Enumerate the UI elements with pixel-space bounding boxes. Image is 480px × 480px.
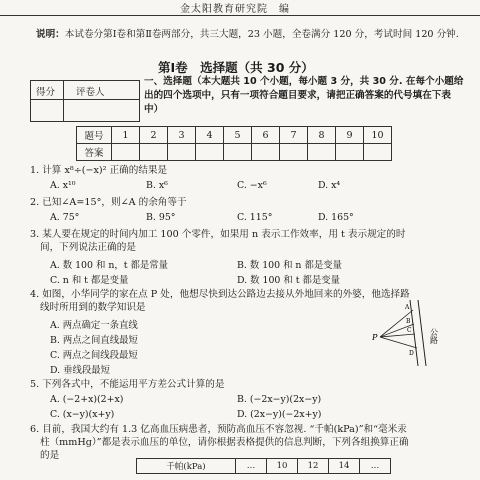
answer-cell[interactable] bbox=[224, 144, 252, 161]
question-5-stem: 5. 下列各式中，不能运用平方差公式计算的是 bbox=[30, 379, 225, 390]
question-2-option-b: B. 95° bbox=[146, 212, 176, 223]
answer-cell[interactable] bbox=[196, 144, 224, 161]
bp-value-cell: … bbox=[236, 459, 267, 474]
blood-pressure-table bbox=[136, 458, 391, 474]
bp-header-cell: 千帕(kPa) bbox=[137, 459, 236, 474]
exam-note bbox=[36, 28, 466, 42]
answer-row-label: 题号 bbox=[77, 127, 112, 144]
line-label-a: A bbox=[405, 304, 410, 311]
question-5-option-b: B. (−2x−y)(2x−y) bbox=[237, 394, 322, 405]
answer-num: 7 bbox=[280, 127, 308, 144]
line-label-d: D bbox=[409, 350, 414, 357]
answer-cell[interactable] bbox=[308, 144, 336, 161]
line-label-b: B bbox=[406, 318, 411, 325]
question-3-option-c: C. n 和 t 都是变量 bbox=[50, 275, 129, 286]
note-label: 说明： bbox=[36, 29, 65, 40]
question-1-stem: 1. 计算 x⁸÷(−x)² 正确的结果是 bbox=[30, 165, 168, 176]
grader-label: 评卷人 bbox=[76, 87, 105, 98]
answer-num: 8 bbox=[308, 127, 336, 144]
answer-table bbox=[76, 126, 392, 161]
question-3-option-d: D. 数 100 和 t 都是变量 bbox=[237, 275, 340, 286]
answer-cell[interactable] bbox=[336, 144, 364, 161]
question-6-stem-line2: 柱（mmHg）”都是表示血压的单位，请你根据表格提供的信息判断，下列各组换算正确 bbox=[40, 437, 409, 448]
question-2-stem: 2. 已知∠A=15°，则∠A 的余角等于 bbox=[30, 197, 187, 208]
question-4-option-a: A. 两点确定一条直线 bbox=[50, 320, 138, 331]
question-6-stem: 6. 目前，我国大约有 1.3 亿高血压病患者，预防高血压不容忽视. “千帕(kPa)”和“毫米汞 bbox=[30, 424, 407, 435]
answer-cell[interactable] bbox=[364, 144, 392, 161]
road-line-right bbox=[418, 300, 426, 366]
question-3-stem: 3. 某人要在规定的时间内加工 100 个零件，如果用 n 表示工作效率，用 t 表示规定的时 bbox=[30, 229, 406, 240]
bp-table-row bbox=[137, 459, 391, 474]
question-2-option-c: C. 115° bbox=[237, 212, 273, 223]
answer-cell[interactable] bbox=[112, 144, 140, 161]
answer-num: 2 bbox=[140, 127, 168, 144]
answer-cell[interactable] bbox=[168, 144, 196, 161]
section-title: 第Ⅰ卷 选择题（共 30 分） bbox=[158, 60, 314, 75]
road-label: 公路 bbox=[429, 328, 439, 344]
answer-num: 4 bbox=[196, 127, 224, 144]
route-line-c bbox=[380, 334, 415, 337]
question-4-option-c: C. 两点之间线段最短 bbox=[50, 350, 138, 361]
point-p-label: P bbox=[372, 333, 378, 342]
question-4-stem: 4. 如图，小华同学的家在点 P 处，他想尽快到达公路边去接从外地回来的外婆，他选择路 bbox=[30, 289, 410, 300]
question-1-option-c: C. −x⁶ bbox=[237, 180, 267, 191]
answer-num: 9 bbox=[336, 127, 364, 144]
question-4-option-b: B. 两点之间直线最短 bbox=[50, 335, 138, 346]
answer-num: 6 bbox=[252, 127, 280, 144]
answer-cell[interactable] bbox=[252, 144, 280, 161]
bp-value-cell: … bbox=[360, 459, 391, 474]
note-text: 本试卷分第Ⅰ卷和第Ⅱ卷两部分，共三大题，23 小题，全卷满分 120 分，考试时间 120 分钟. bbox=[64, 29, 459, 40]
question-5-option-d: D. (2x−y)(−2x+y) bbox=[237, 409, 322, 420]
publisher-header: 金太阳教育研究院 编 bbox=[180, 4, 290, 15]
question-4-option-d: D. 垂线段最短 bbox=[50, 365, 111, 376]
question-2-option-a: A. 75° bbox=[50, 212, 80, 223]
road-route-diagram bbox=[372, 298, 464, 368]
bp-value-cell: 14 bbox=[329, 459, 360, 474]
section-instruction: 一、选择题（本大题共 10 个小题，每小题 3 分，共 30 分. 在每个小题给出的四个选项中，只有一项符合题目要求，请把正确答案的代号填在下表中） bbox=[144, 76, 464, 115]
question-1-option-d: D. x⁴ bbox=[318, 180, 341, 191]
answer-num: 1 bbox=[112, 127, 140, 144]
answer-cell[interactable] bbox=[140, 144, 168, 161]
question-3-option-b: B. 数 100 和 n 都是变量 bbox=[237, 260, 342, 271]
bp-value-cell: 12 bbox=[298, 459, 329, 474]
answer-table-answer-row bbox=[77, 144, 392, 161]
question-5-option-a: A. (−2+x)(2+x) bbox=[50, 394, 124, 405]
question-1-option-a: A. x¹⁰ bbox=[50, 180, 76, 191]
question-5-option-c: C. (x−y)(x+y) bbox=[50, 409, 115, 420]
answer-num: 5 bbox=[224, 127, 252, 144]
score-box-divider bbox=[63, 81, 64, 121]
question-6-stem-line3: 的是 bbox=[40, 450, 60, 461]
question-3-stem-line2: 间，下列说法正确的是 bbox=[40, 242, 136, 253]
route-line-d bbox=[380, 337, 417, 348]
answer-num: 10 bbox=[364, 127, 392, 144]
answer-cell[interactable] bbox=[280, 144, 308, 161]
question-4-stem-line2: 线时所用到的数学知识是 bbox=[40, 302, 146, 313]
header-rule bbox=[0, 15, 480, 16]
answer-num: 3 bbox=[168, 127, 196, 144]
bp-value-cell: 10 bbox=[267, 459, 298, 474]
score-label: 得分 bbox=[36, 87, 56, 98]
answer-row-label: 答案 bbox=[77, 144, 112, 161]
question-1-option-b: B. x⁶ bbox=[146, 180, 168, 191]
question-3-option-a: A. 数 100 和 n，t 都是常量 bbox=[50, 260, 168, 271]
answer-table-number-row bbox=[77, 127, 392, 144]
question-2-option-d: D. 165° bbox=[318, 212, 354, 223]
line-label-c: C bbox=[407, 327, 412, 334]
score-box bbox=[30, 80, 140, 122]
